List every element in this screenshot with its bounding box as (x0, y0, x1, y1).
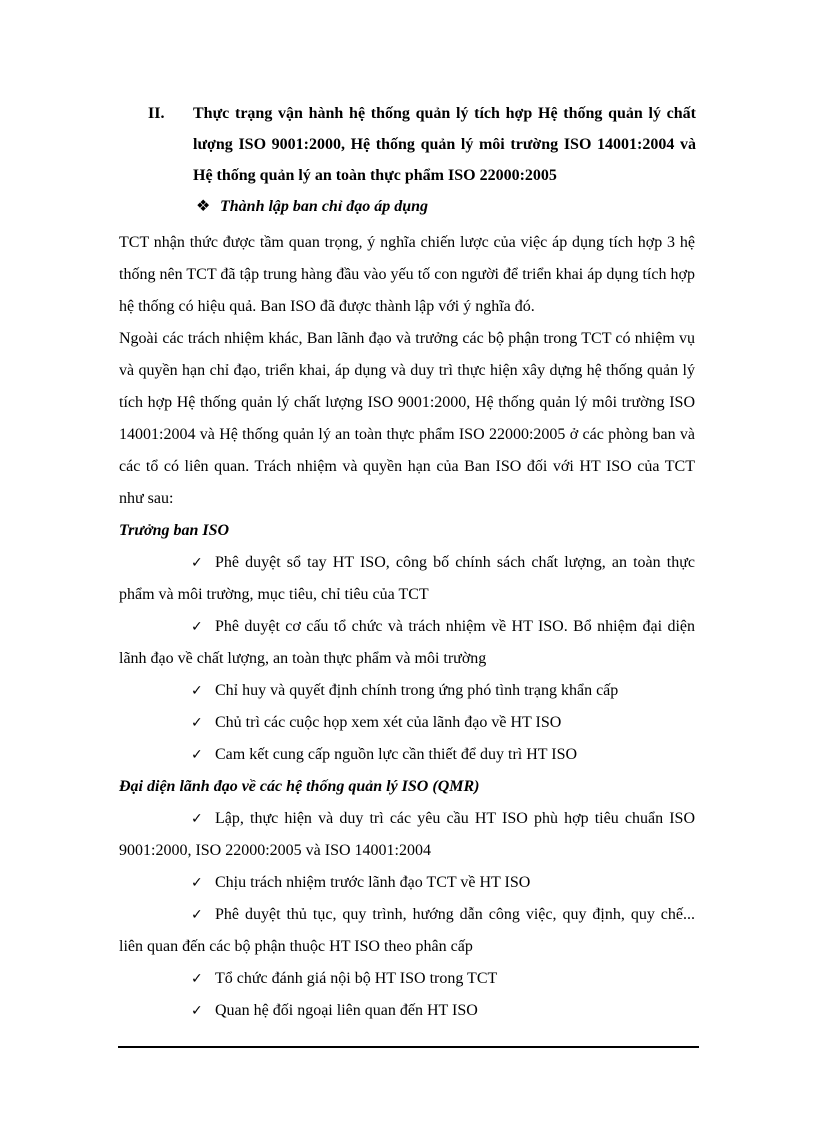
checkmark-icon: ✓ (191, 1003, 203, 1019)
list-item: ✓ Phê duyệt thủ tục, quy trình, hướng dẫn công việc, quy định, quy chế... liên quan đến các bộ phận thuộc HT ISO theo phân cấp (119, 899, 695, 963)
checkmark-icon: ✓ (191, 811, 203, 827)
document-body (119, 227, 695, 1027)
checkmark-icon: ✓ (191, 715, 203, 731)
list-item: ✓ Chịu trách nhiệm trước lãnh đạo TCT về HT ISO (119, 867, 695, 899)
list-item: ✓ Quan hệ đối ngoại liên quan đến HT ISO (119, 995, 695, 1027)
diamond-bullet-icon: ❖ (196, 198, 211, 215)
list-item: ✓ Chủ trì các cuộc họp xem xét của lãnh đạo về HT ISO (119, 707, 695, 739)
checkmark-icon: ✓ (191, 555, 203, 571)
section-number: II. (148, 105, 165, 122)
checkmark-icon: ✓ (191, 907, 203, 923)
paragraph: TCT nhận thức được tầm quan trọng, ý nghĩa chiến lược của việc áp dụng tích hợp 3 hệ thống nên TCT đã tập trung hàng đầu vào yếu tố con người để triển khai áp dụng tích hợp hệ thống có hiệu quả. Ban ISO đã được thành lập với ý nghĩa đó. (119, 234, 695, 315)
subheading-text: Thành lập ban chỉ đạo áp dụng (220, 198, 429, 215)
section-title: Thực trạng vận hành hệ thống quản lý tích hợp Hệ thống quản lý chất lượng ISO 9001:2000, Hệ thống quản lý môi trường ISO 14001:2004 và Hệ thống quản lý an toàn thực phẩm ISO 22000:2005 (193, 105, 696, 184)
list-item: ✓ Tổ chức đánh giá nội bộ HT ISO trong TCT (119, 963, 695, 995)
role-title: Đại diện lãnh đạo về các hệ thống quản lý ISO (QMR) (119, 778, 480, 795)
section-heading (148, 98, 696, 191)
list-item: ✓ Cam kết cung cấp nguồn lực cần thiết để duy trì HT ISO (119, 739, 695, 771)
checkmark-icon: ✓ (191, 619, 203, 635)
footer-divider (118, 1046, 699, 1048)
checkmark-icon: ✓ (191, 971, 203, 987)
subheading (196, 195, 428, 219)
paragraph: Ngoài các trách nhiệm khác, Ban lãnh đạo và trưởng các bộ phận trong TCT có nhiệm vụ và quyền hạn chỉ đạo, triển khai, áp dụng và duy trì thực hiện xây dựng hệ thống quản lý tích hợp Hệ thống quản lý chất lượng ISO 9001:2000, Hệ thống quản lý môi trường ISO 14001:2004 và Hệ thống quản lý an toàn thực phẩm ISO 22000:2005 ở các phòng ban và các tổ có liên quan. Trách nhiệm và quyền hạn của Ban ISO đối với HT ISO của TCT như sau: (119, 330, 695, 507)
checkmark-icon: ✓ (191, 683, 203, 699)
checkmark-icon: ✓ (191, 747, 203, 763)
checkmark-icon: ✓ (191, 875, 203, 891)
list-item: ✓ Phê duyệt cơ cấu tổ chức và trách nhiệm về HT ISO. Bổ nhiệm đại diện lãnh đạo về chất lượng, an toàn thực phẩm và môi trường (119, 611, 695, 675)
role-title: Trưởng ban ISO (119, 522, 230, 539)
list-item: ✓ Phê duyệt sổ tay HT ISO, công bố chính sách chất lượng, an toàn thực phẩm và môi trường, mục tiêu, chỉ tiêu của TCT (119, 547, 695, 611)
list-item: ✓ Chỉ huy và quyết định chính trong ứng phó tình trạng khẩn cấp (119, 675, 695, 707)
list-item: ✓ Lập, thực hiện và duy trì các yêu cầu HT ISO phù hợp tiêu chuẩn ISO 9001:2000, ISO 22000:2005 và ISO 14001:2004 (119, 803, 695, 867)
